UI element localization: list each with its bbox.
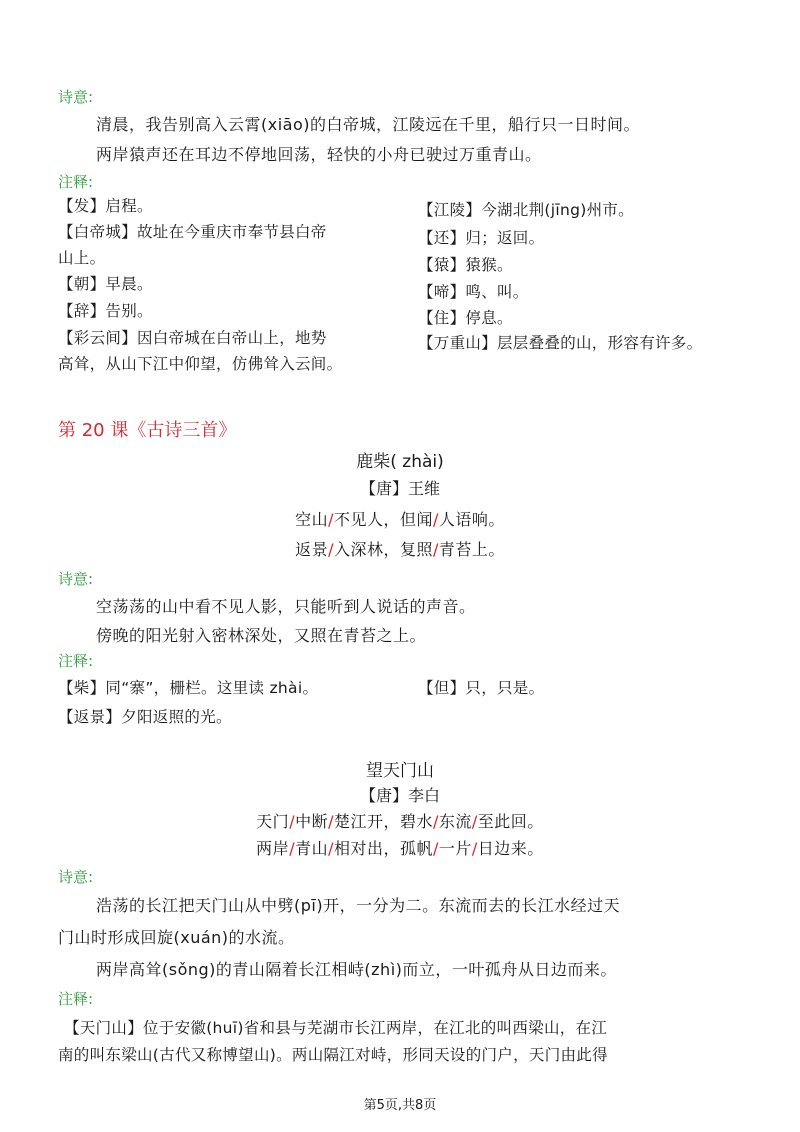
poem-author: 【唐】李白 (359, 786, 440, 805)
verse-divider: / (289, 839, 296, 858)
poem-title: 鹿柴( zhài) (356, 452, 444, 472)
poem-verse (0, 809, 800, 832)
poem-verse (0, 507, 800, 530)
verse-segment: 两岸 (256, 839, 290, 858)
verse-divider: / (328, 510, 334, 529)
verse-segment: 相对出，孤帆 (333, 839, 433, 858)
verse-segment: 青山 (295, 839, 329, 858)
verse-segment: 空山 (295, 510, 329, 529)
yiyi-label: 诗意: (58, 570, 94, 588)
poem-verse (0, 537, 800, 560)
yiyi-line: 傍晚的阳光射入密林深处，又照在青苔之上。 (96, 626, 427, 645)
zhushi-label: 注释: (58, 173, 94, 191)
yiyi-line: 两岸高耸(sǒng)的青山隔着长江相峙(zhì)而立，一叶孤舟从日边而来。 (96, 960, 617, 979)
verse-divider: / (328, 812, 334, 831)
poem-verse (0, 836, 800, 859)
yiyi-line: 两岸猿声还在耳边不停地回荡，轻快的小舟已驶过万重青山。 (96, 145, 542, 164)
note-item: 【返景】夕阳返照的光。 (58, 708, 232, 726)
note-item: 【江陵】今湖北荆(jīng)州市。 (418, 201, 634, 219)
note-item: 【白帝城】故址在今重庆市奉节县白帝 (58, 223, 327, 241)
verse-divider: / (328, 839, 334, 858)
lesson-title: 第 20 课《古诗三首》 (58, 420, 237, 441)
note-item: 【住】停息。 (418, 309, 513, 327)
yiyi-line: 空荡荡的山中看不见人影，只能听到人说话的声音。 (96, 597, 476, 616)
verse-segment: 人语响。 (438, 510, 505, 529)
verse-divider: / (433, 540, 439, 559)
yiyi-line: 清晨，我告别高入云霄(xiāo)的白帝城，江陵远在千里，船行只一日时间。 (96, 115, 640, 134)
verse-divider: / (433, 839, 439, 858)
note-item: 【辞】告别。 (58, 302, 153, 320)
verse-divider: / (433, 510, 439, 529)
verse-segment: 楚江开，碧水 (333, 812, 433, 831)
verse-segment: 日边来。 (477, 839, 544, 858)
verse-divider: / (471, 839, 478, 858)
note-item: 【发】启程。 (58, 197, 153, 215)
note-item: 【但】只，只是。 (418, 679, 545, 697)
verse-segment: 至此回。 (477, 812, 544, 831)
verse-segment: 返景 (295, 540, 329, 559)
note-item: 【猿】猿猴。 (418, 256, 513, 274)
verse-divider: / (471, 812, 478, 831)
note-item: 【天门山】位于安徽(huī)省和县与芜湖市长江两岸，在江北的叫西梁山，在江 (64, 1019, 608, 1037)
note-item: 【啼】鸣、叫。 (418, 283, 529, 301)
poem-title: 望天门山 (366, 761, 434, 781)
verse-segment: 一片 (438, 839, 472, 858)
zhushi-label: 注释: (58, 990, 94, 1008)
poem-author: 【唐】王维 (359, 479, 440, 498)
note-item: 南的叫东梁山(古代又称博望山)。两山隔江对峙，形同天设的门户，天门由此得 (58, 1046, 608, 1064)
note-item: 高耸，从山下江中仰望，仿佛耸入云间。 (58, 355, 343, 373)
yiyi-label: 诗意: (58, 88, 94, 106)
verse-segment: 青苔上。 (438, 540, 505, 559)
verse-segment: 中断 (295, 812, 329, 831)
note-item: 【还】归；返回。 (418, 229, 545, 247)
verse-segment: 天门 (256, 812, 290, 831)
note-item: 【万重山】层层叠叠的山，形容有许多。 (418, 334, 703, 352)
yiyi-line: 浩荡的长江把天门山从中劈(pī)开，一分为二。东流而去的长江水经过天 (96, 896, 621, 915)
verse-divider: / (433, 812, 439, 831)
note-item: 【朝】早晨。 (58, 275, 153, 293)
verse-segment: 不见人，但闻 (333, 510, 433, 529)
note-item: 【柴】同“寨”，栅栏。这里读 zhài。 (58, 679, 319, 697)
verse-divider: / (289, 812, 296, 831)
verse-divider: / (328, 540, 334, 559)
page-number: 第5页,共8页 (363, 1098, 437, 1113)
yiyi-line: 门山时形成回旋(xuán)的水流。 (58, 928, 295, 947)
note-item: 【彩云间】因白帝城在白帝山上，地势 (58, 329, 327, 347)
verse-segment: 入深林，复照 (333, 540, 433, 559)
note-item: 山上。 (58, 249, 106, 267)
verse-segment: 东流 (438, 812, 472, 831)
zhushi-label: 注释: (58, 652, 94, 670)
yiyi-label: 诗意: (58, 868, 94, 886)
